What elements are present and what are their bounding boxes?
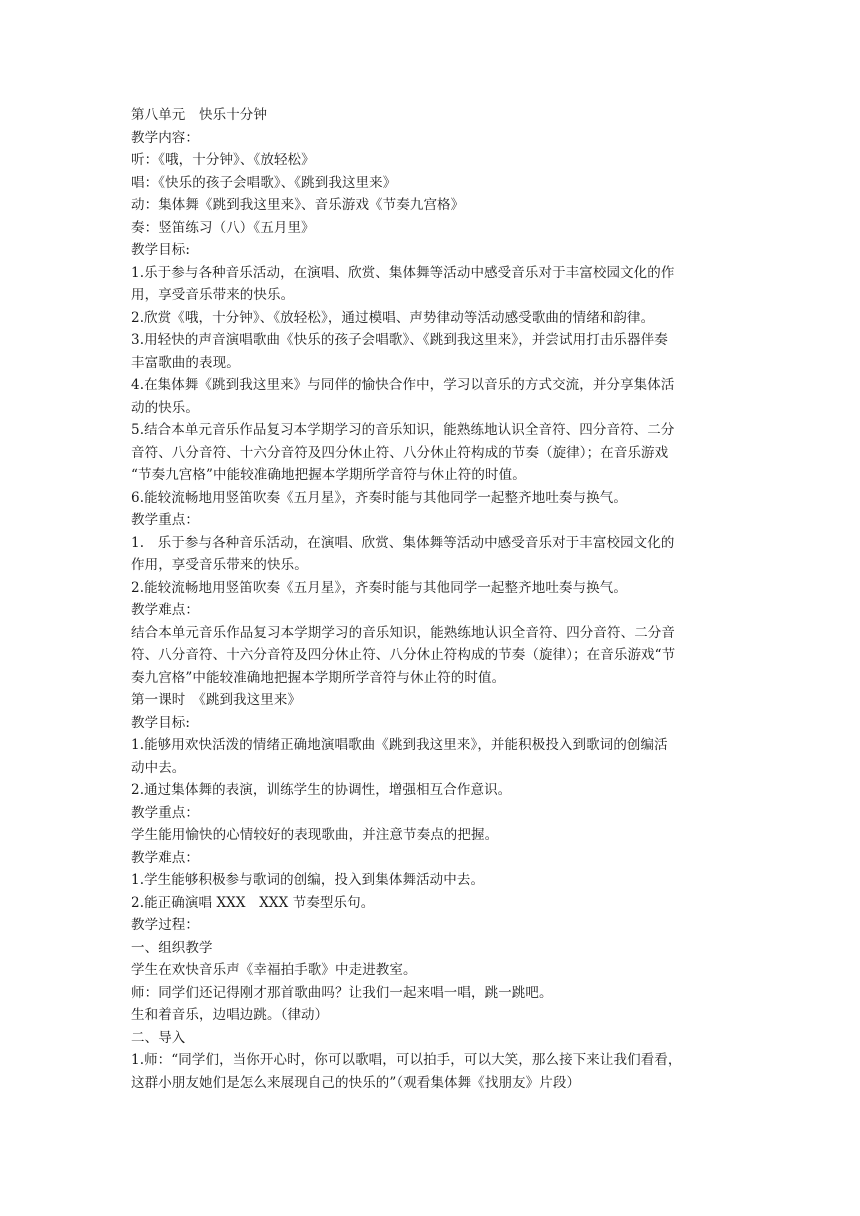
text-line: 1.能够用欢快活泼的情绪正确地演唱歌曲《跳到我这里来》，并能积极投入到歌词的创编活 [131, 737, 668, 753]
text-line: 听：《哦，十分钟》、《放轻松》 [131, 152, 315, 168]
section-heading: 教学难点： [131, 602, 199, 618]
text-line: 6.能较流畅地用竖笛吹奏《五月星》，齐奏时能与其他同学一起整齐地吐奏与换气。 [131, 489, 627, 506]
section-heading: 教学目标: [131, 714, 191, 731]
text-line: 1.学生能够积极参与歌词的创编，投入到集体舞活动中去。 [131, 872, 485, 888]
text-line: 生和着音乐，边唱边跳。（律动） [131, 1007, 329, 1023]
text-line: 作用，享受音乐带来的快乐。 [131, 557, 308, 573]
text-line: 音符、八分音符、十六分音符及四分休止符、八分休止符构成的节奏（旋律）；在音乐游戏 [131, 444, 669, 461]
text-line: 2.通过集体舞的表演，训练学生的协调性，增强相互合作意识。 [131, 782, 512, 798]
document-page [131, 104, 771, 1094]
text-line: 丰富歌曲的表现。 [131, 354, 240, 371]
text-line: 学生在欢快音乐声《幸福拍手歌》中走进教室。 [131, 962, 417, 978]
text-line: 师：同学们还记得刚才那首歌曲吗？让我们一起来唱一唱，跳一跳吧。 [131, 984, 553, 1001]
text-line: 4.在集体舞《跳到我这里来》与同伴的愉快合作中，学习以音乐的方式交流，并分享集体活 [131, 377, 675, 393]
text-line: 1. 乐于参与各种音乐活动，在演唱、欣赏、集体舞等活动中感受音乐对于丰富校园文化的 [131, 534, 675, 551]
text-line: 2.欣赏《哦，十分钟》、《放轻松》，通过模唱、声势律动等活动感受歌曲的情绪和韵律。 [131, 309, 655, 326]
section-heading: 教学重点： [131, 512, 199, 528]
section-heading: 教学重点： [131, 804, 199, 821]
section-heading: 教学目标: [131, 242, 191, 258]
text-line: 1.师：“同学们，当你开心时，你可以歌唱，可以拍手，可以大笑，那么接下来让我们看看， [131, 1052, 682, 1068]
section-heading: 教学内容： [131, 129, 199, 146]
subsection-heading: 二、导入 [131, 1029, 186, 1046]
text-line: 2.能较流畅地用竖笛吹奏《五月星》，齐奏时能与其他同学一起整齐地吐奏与换气。 [131, 579, 627, 596]
text-line: 学生能用愉快的心情较好的表现歌曲，并注意节奏点的把握。 [131, 827, 499, 843]
unit-title: 第八单元 快乐十分钟 [131, 107, 267, 123]
text-line: 动中去。 [131, 759, 186, 776]
text-line: 2.能正确演唱 XXX XXX 节奏型乐句。 [131, 894, 375, 911]
text-line: 1.乐于参与各种音乐活动，在演唱、欣赏、集体舞等活动中感受音乐对于丰富校园文化的作 [131, 264, 675, 281]
subsection-heading: 一、组织教学 [131, 939, 213, 956]
text-line: 3.用轻快的声音演唱歌曲《快乐的孩子会唱歌》、《跳到我这里来》，并尝试用打击乐器伴奏 [131, 332, 668, 348]
section-heading: 教学难点： [131, 849, 199, 866]
text-line: 结合本单元音乐作品复习本学期学习的音乐知识，能熟练地认识全音符、四分音符、二分音 [131, 624, 675, 641]
text-line: 唱：《快乐的孩子会唱歌》、《跳到我这里来》 [131, 174, 397, 191]
text-line: 奏：竖笛练习（八）《五月里》 [131, 219, 315, 236]
text-line: 这群小朋友她们是怎么来展现自己的快乐的”（观看集体舞《找朋友》片段） [131, 1074, 581, 1091]
text-line: 奏九宫格”中能较准确地把握本学期所学音符与休止符的时值。 [131, 669, 506, 686]
lesson-title: 第一课时 《跳到我这里来》 [131, 692, 302, 708]
text-line: 用，享受音乐带来的快乐。 [131, 287, 295, 303]
text-line: 动的快乐。 [131, 399, 199, 416]
text-line: 动：集体舞《跳到我这里来》、音乐游戏《节奏九宫格》 [131, 197, 465, 213]
text-line: “节奏九宫格”中能较准确地把握本学期所学音符与休止符的时值。 [131, 467, 526, 483]
section-heading: 教学过程： [131, 917, 199, 933]
text-line: 5.结合本单元音乐作品复习本学期学习的音乐知识，能熟练地认识全音符、四分音符、二分 [131, 422, 675, 438]
text-line: 符、八分音符、十六分音符及四分休止符、八分休止符构成的节奏（旋律）；在音乐游戏“节 [131, 647, 676, 663]
